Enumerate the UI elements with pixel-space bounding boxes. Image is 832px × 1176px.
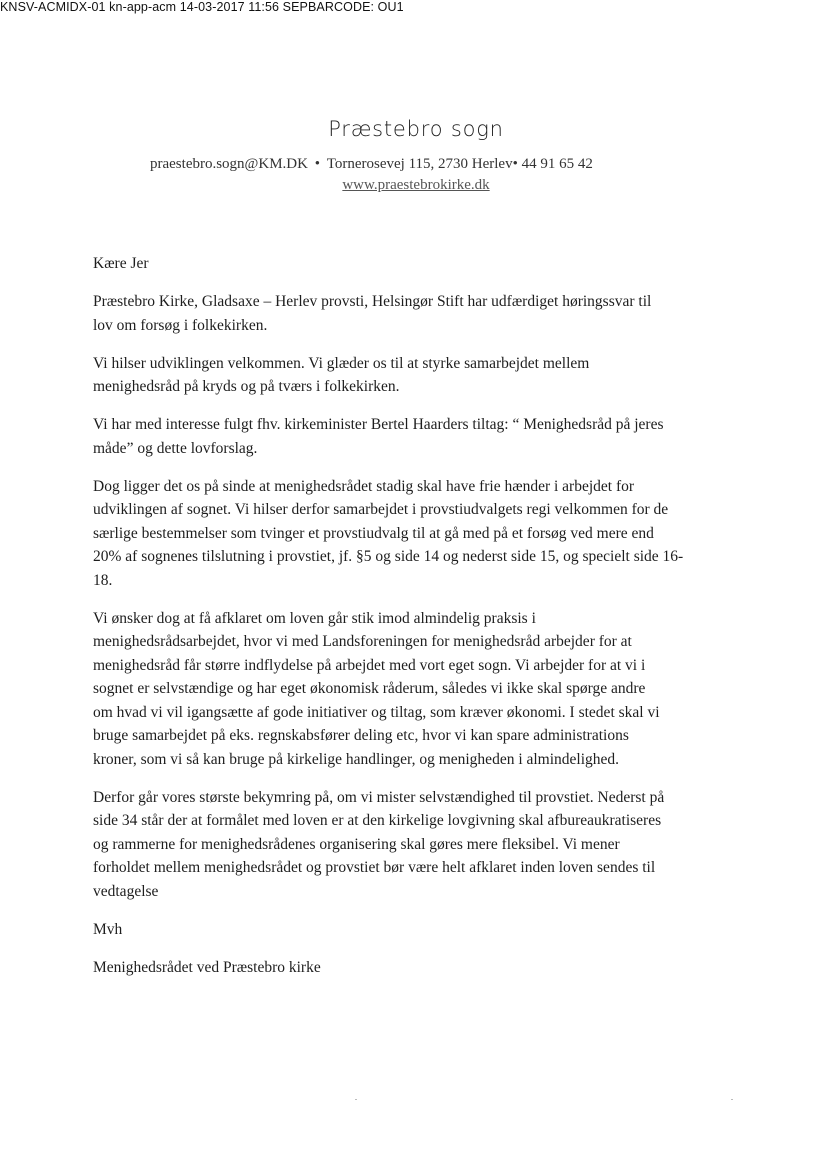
paragraph-line: Vi hilser udviklingen velkommen. Vi glæder os til at styrke samarbejdet mellem [93, 354, 590, 372]
letter-paragraph [93, 352, 733, 399]
letter-paragraph [93, 475, 733, 593]
paragraph-line: særlige bestemmelser som tvinger et provstiudvalg til at gå med på et forsøg ved mere end [93, 524, 654, 542]
scan-speck [731, 1099, 733, 1100]
paragraph-line: menighedsråd på kryds og på tværs i folkekirken. [93, 378, 400, 395]
paragraph-line: forholdet mellem menighedsrådet og provstiet bør være helt afklaret inden loven sendes til [93, 859, 656, 876]
paragraph-line: bruge samarbejdet på eks. regnskabsfører deling etc, hvor vi kan spare administrations [93, 727, 629, 744]
paragraph-line: Præstebro Kirke, Gladsaxe – Herlev provsti, Helsingør Stift har udfærdiget høringssvar til [93, 293, 652, 310]
bullet-separator: • [512, 156, 518, 172]
bullet-separator: • [314, 156, 320, 172]
paragraph-line: Vi har med interesse fulgt fhv. kirkeminister Bertel Haarders tiltag: “ Menighedsråd på jeres [93, 416, 664, 433]
paragraph-line: Derfor går vores største bekymring på, om vi mister selvstændighed til provstiet. Nederst på [93, 788, 665, 806]
parish-title: Præstebro sogn [328, 117, 504, 141]
paragraph-line: om hvad vi vil igangsætte af gode initiativer og tiltag, som kræver økonomi. I stedet skal vi [93, 703, 660, 721]
letter-signature: Menighedsrådet ved Præstebro kirke [93, 958, 321, 976]
paragraph-line: kroner, som vi så kan bruge på kirkelige handlinger, og menigheden i almindelighed. [93, 750, 620, 768]
postal-address: Tornerosevej 115, 2730 Herlev [326, 156, 513, 172]
letter-paragraphs [93, 290, 733, 903]
paragraph-line: vedtagelse [93, 882, 159, 900]
phone-number: 44 91 65 42 [521, 156, 593, 172]
letter-paragraph [93, 413, 733, 460]
paragraph-line: lov om forsøg i folkekirken. [93, 316, 268, 334]
letter-paragraph [93, 290, 733, 337]
paragraph-line: sognet er selvstændige og har eget økonomisk råderum, således vi ikke skal spørge andre [93, 680, 646, 697]
email-address[interactable]: praestebro.sogn@KM.DK [150, 156, 308, 172]
paragraph-line: menighedsråd får større indflydelse på arbejdet med vort eget sogn. Vi arbejder for at vi i [93, 656, 646, 674]
letter-paragraph [93, 607, 733, 772]
website-link-row [0, 177, 832, 194]
paragraph-line: udviklingen af sognet. Vi hilser derfor samarbejdet i provstiudvalgets regi velkommen for de [93, 501, 669, 518]
paragraph-line: side 34 står der at formålet med loven er at den kirkelige lovgivning skal afbureaukratiseres [93, 812, 662, 829]
letter-greeting: Kære Jer [93, 255, 149, 272]
website-link[interactable]: www.praestebrokirke.dk [342, 177, 490, 193]
paragraph-line: og rammerne for menighedsrådenes organisering skal gøres mere fleksibel. Vi mener [93, 835, 620, 853]
paragraph-line: måde” og dette lovforslag. [93, 439, 258, 457]
letter-paragraph [93, 786, 733, 904]
letter-closing: Mvh [93, 920, 123, 938]
letter-body [93, 252, 733, 994]
contact-line [150, 156, 593, 173]
paragraph-line: Vi ønsker dog at få afklaret om loven går stik imod almindelig praksis i [93, 609, 536, 627]
paragraph-line: menighedsrådsarbejdet, hvor vi med Landsforeningen for menighedsråd arbejder for at [93, 633, 632, 650]
paragraph-line: 18. [93, 571, 113, 589]
fax-header: KNSV-ACMIDX-01 kn-app-acm 14-03-2017 11:56 SEPBARCODE: OU1 [0, 0, 404, 14]
paragraph-line: 20% af sognenes tilslutning i provstiet, jf. §5 og side 14 og nederst side 15, og specielt side 16- [93, 548, 684, 565]
scan-speck [355, 1099, 357, 1100]
paragraph-line: Dog ligger det os på sinde at menighedsrådet stadig skal have frie hænder i arbejdet for [93, 477, 635, 495]
